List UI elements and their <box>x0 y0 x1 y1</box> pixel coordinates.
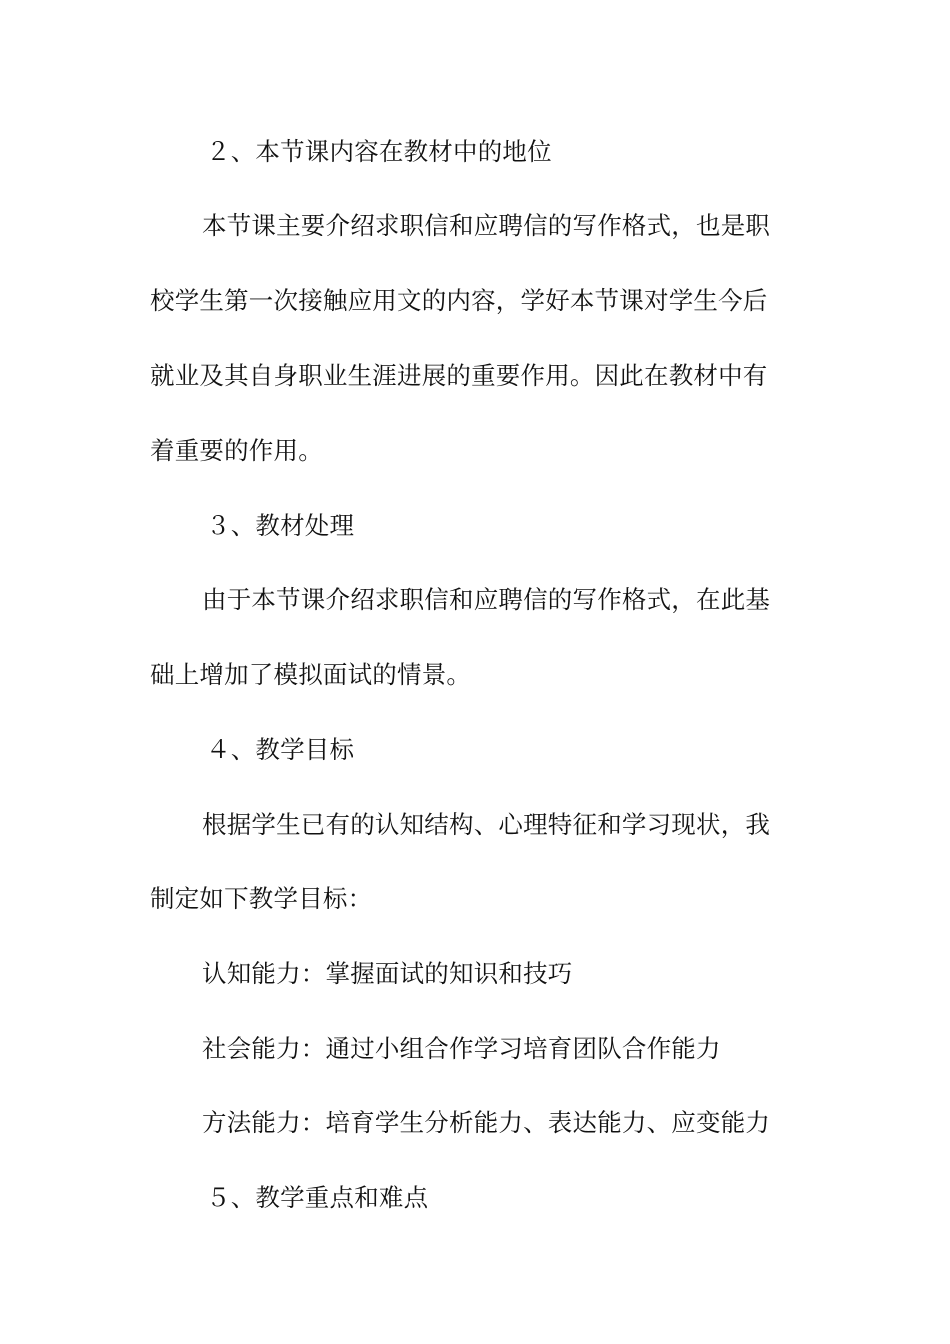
objective-item: 社会能力：通过小组合作学习培育团队合作能力 <box>202 1034 721 1063</box>
section-heading-5: ５、教学重点和难点 <box>206 1183 429 1212</box>
paragraph-line: 着重要的作用。 <box>150 436 323 465</box>
objective-item: 认知能力：掌握面试的知识和技巧 <box>202 959 573 988</box>
paragraph-line: 由于本节课介绍求职信和应聘信的写作格式，在此基 <box>202 585 771 614</box>
paragraph-line: 制定如下教学目标： <box>150 884 373 913</box>
paragraph-line: 校学生第一次接触应用文的内容，学好本节课对学生今后 <box>150 286 768 315</box>
section-heading-4: ４、教学目标 <box>206 735 355 764</box>
section-heading-2: ２、本节课内容在教材中的地位 <box>206 137 552 166</box>
paragraph-line: 本节课主要介绍求职信和应聘信的写作格式，也是职 <box>202 211 771 240</box>
section-heading-3: ３、教材处理 <box>206 511 355 540</box>
paragraph-line: 础上增加了模拟面试的情景。 <box>150 660 472 689</box>
objective-item: 方法能力：培育学生分析能力、表达能力、应变能力 <box>202 1108 771 1137</box>
paragraph-line: 根据学生已有的认知结构、心理特征和学习现状，我 <box>202 810 771 839</box>
paragraph-line: 就业及其自身职业生涯进展的重要作用。因此在教材中有 <box>150 361 768 390</box>
